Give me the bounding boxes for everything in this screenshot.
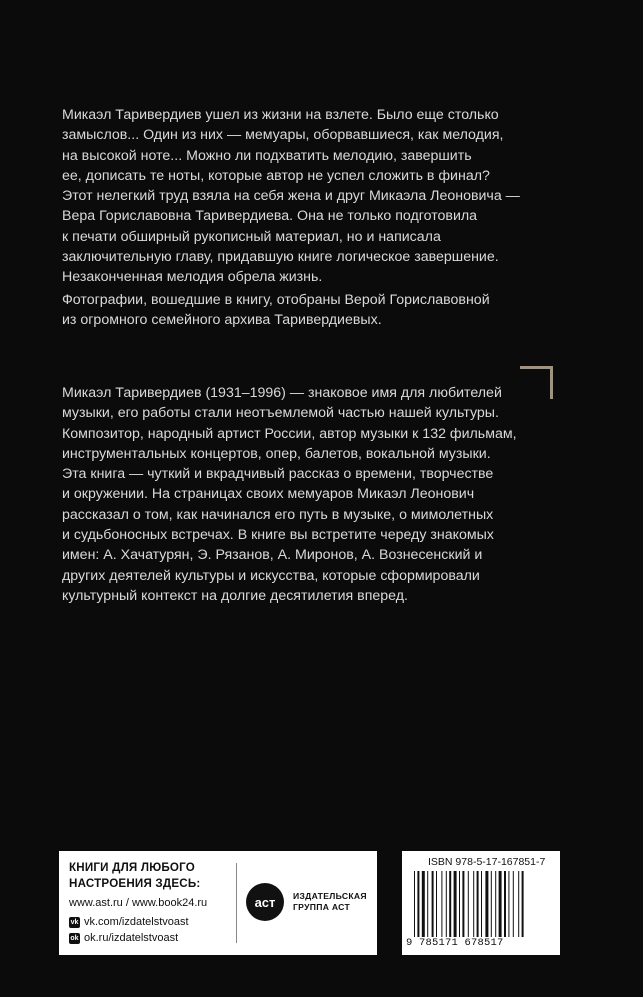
isbn-label: ISBN 978-5-17-167851-7 [428,856,546,868]
ok-icon: ok [70,934,79,942]
text-line: заключительную главу, придавшую книге логическое завершение. [62,249,499,266]
vk-link-row [69,916,189,928]
text-line: других деятелей культуры и искусства, которые сформировали [62,567,480,584]
text-line: и судьбоносных встречах. В книге вы встретите череду знакомых [62,527,494,544]
text-line: Незаконченная мелодия обрела жизнь. [62,269,323,286]
publisher-name-line: ИЗДАТЕЛЬСКАЯ [293,891,367,901]
text-line: и окружении. На страницах своих мемуаров Микаэл Леонович [62,486,475,503]
text-line: замыслов... Один из них — мемуары, оборвавшиеся, как мелодия, [62,127,504,144]
ast-logo-icon [245,882,285,922]
text-line: ее, дописать те ноты, которые автор не успел сложить в финал? [62,167,490,184]
text-line: Фотографии, вошедшие в книгу, отобраны Верой Гориславовной [62,292,490,308]
text-line: Композитор, народный артист России, автор музыки к 132 фильмам, [62,425,517,442]
photo-note-paragraph [62,290,582,331]
publisher-heading-line: КНИГИ ДЛЯ ЛЮБОГО [69,861,195,874]
vk-icon: vk [70,918,79,926]
text-line: из огромного семейного архива Таривердиевых. [62,312,382,329]
text-line: имен: А. Хачатурян, Э. Рязанов, А. Миронов, А. Вознесенский и [62,547,483,564]
ok-link-row [69,932,178,944]
publisher-name-line: ГРУППА АСТ [293,902,351,912]
about-paragraph [62,383,582,606]
text-line: инструментальных концертов, опер, балетов, вокальной музыки. [62,445,491,462]
ok-link: ok.ru/izdatelstvoast [84,932,179,944]
barcode-icon [414,871,548,937]
publisher-name [293,891,367,913]
text-line: культурный контекст на долгие десятилетия вперед. [62,587,408,604]
text-line: Микаэл Таривердиев (1931–1996) — знаковое имя для любителей [62,385,502,401]
publisher-websites: www.ast.ru / www.book24.ru [69,897,208,909]
isbn-digits: 9 785171 678517 [406,937,504,949]
ast-logo-text: аст [254,895,276,910]
publisher-heading-line: НАСТРОЕНИЯ ЗДЕСЬ: [69,877,201,890]
text-line: Этот нелегкий труд взяла на себя жена и друг Микаэла Леоновича — [62,188,520,205]
annotation-paragraph [62,105,582,288]
divider [236,863,237,943]
text-line: Эта книга — чуткий и вкрадчивый рассказ о времени, творчестве [62,466,494,483]
text-line: рассказал о том, как начинался его путь в музыке, о мимолетных [62,506,494,523]
isbn-box [402,851,560,955]
publisher-info-box [59,851,377,955]
text-line: музыки, его работы стали неотъемлемой частью нашей культуры. [62,405,499,422]
text-line: к печати обширный рукописный материал, но и написала [62,228,441,245]
vk-link: vk.com/izdatelstvoast [84,916,189,928]
text-line: Микаэл Таривердиев ушел из жизни на взлете. Было еще столько [62,107,499,123]
text-line: на высокой ноте... Можно ли подхватить мелодию, завершить [62,147,472,164]
publisher-heading [69,860,200,892]
text-line: Вера Гориславовна Таривердиева. Она не только подготовила [62,208,478,225]
